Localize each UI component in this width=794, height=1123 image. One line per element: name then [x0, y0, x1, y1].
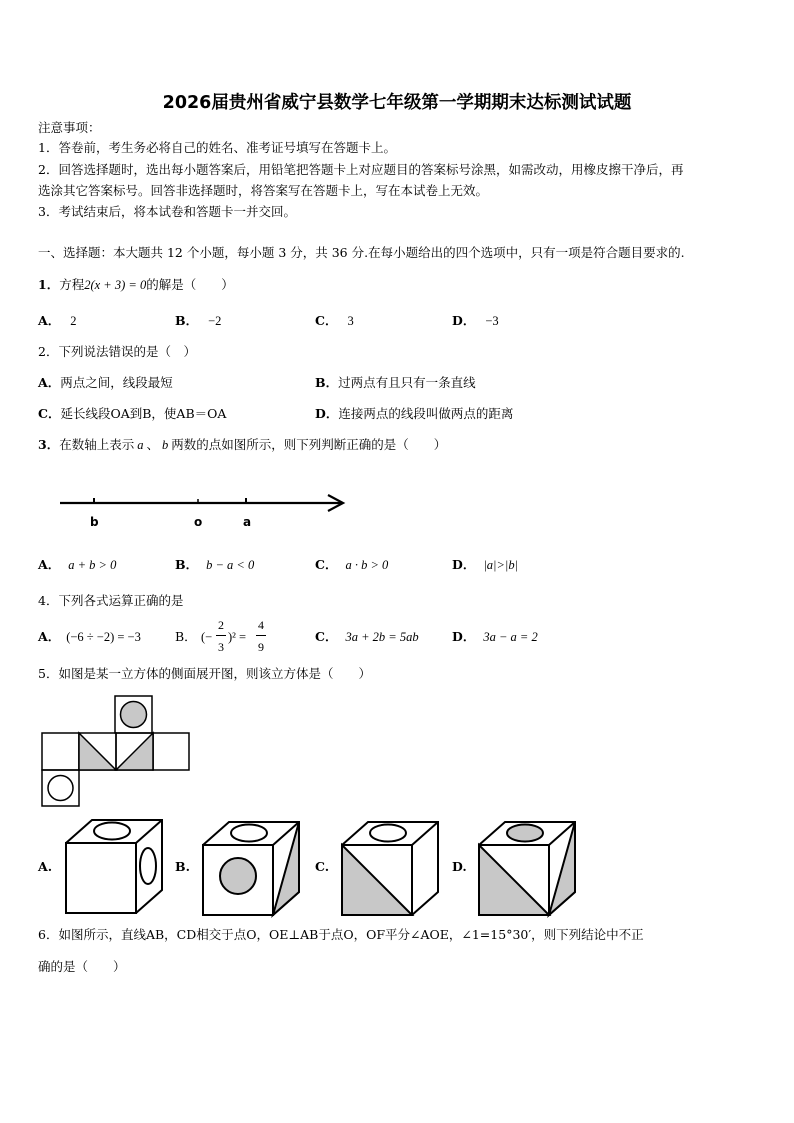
cube-d-side-triangle-icon: [549, 822, 575, 915]
q5-option-b-label: B.: [175, 859, 190, 874]
q5-option-d-label: D.: [452, 859, 467, 874]
cube-a: [66, 820, 162, 913]
q4-option-b-num: 2: [218, 618, 224, 632]
q3-option-b: B． b − a < 0: [175, 557, 255, 572]
cube-c: [342, 822, 438, 915]
axis-label-a: a: [243, 515, 252, 529]
q3-option-a: A． a + b > 0: [38, 557, 117, 572]
cube-c-front-triangle-icon: [342, 845, 412, 915]
notice-item-3: 3．考试结束后，将本试卷和答题卡一并交回。: [38, 204, 296, 219]
page-title: 2026届贵州省威宁县数学七年级第一学期期末达标测试试题: [162, 93, 632, 113]
q5-option-a-label: A.: [38, 859, 53, 874]
q3-option-d: D． |a|>|b|: [452, 557, 519, 572]
q4-option-b-num2: 4: [258, 618, 264, 632]
cube-a-top-circle-icon: [94, 823, 130, 840]
question-2: 2．下列说法错误的是（ ）: [38, 344, 196, 359]
q2-option-c: C．延长线段OA到B，使AB＝OA: [38, 406, 227, 421]
q4-option-c: C． 3a + 2b = 5ab: [315, 629, 419, 644]
net-shaded-triangle-1-icon: [79, 733, 116, 770]
net-shaded-triangle-2-icon: [116, 733, 153, 770]
net-face-1: [42, 733, 79, 770]
q4-option-b-label: B．: [175, 629, 197, 644]
cube-b-side-triangle-icon: [273, 822, 299, 915]
net-face-bottom: [42, 770, 79, 806]
question-3: 3．在数轴上表示 a 、 b 两数的点如图所示，则下列判断正确的是（ ）: [38, 437, 447, 452]
cube-d-top-circle-icon: [507, 825, 543, 842]
notice-item-2a: 2．回答选择题时，选出每小题答案后，用铅笔把答题卡上对应题目的答案标号涂黑，如需改动，用橡皮擦干净后，再: [38, 162, 684, 177]
q1-equation: 2(x + 3) = 0: [84, 278, 147, 292]
cube-d-front-triangle-icon: [479, 845, 549, 915]
net-empty-circle-icon: [48, 776, 73, 801]
q1-option-a: A． 2: [38, 313, 77, 328]
axis-label-b: b: [90, 515, 99, 529]
cube-b-top-circle-icon: [231, 825, 267, 842]
q3-option-c: C． a · b > 0: [315, 557, 389, 572]
q2-option-b: B．过两点有且只有一条直线: [315, 375, 476, 390]
q4-option-b-post: )² =: [228, 630, 247, 644]
net-face-4: [153, 733, 189, 770]
q4-option-b-fraction-bar: [216, 635, 226, 636]
cube-b-front-circle-icon: [220, 858, 256, 894]
q4-option-a: A． (−6 ÷ −2) = −3: [38, 629, 141, 644]
question-1: [38, 277, 234, 293]
cube-d: [479, 822, 575, 915]
question-6-line-1: 6．如图所示，直线AB，CD相交于点O，OE⊥AB于点O，OF平分∠AOE，∠1=15°30′，则下列结论中不正: [38, 927, 644, 942]
section-heading: 一、选择题：本大题共 12 个小题，每小题 3 分，共 36 分.在每小题给出的四个选项中，只有一项是符合题目要求的.: [38, 245, 685, 260]
cube-b: [203, 822, 299, 915]
q4-option-b-pre: (−: [201, 630, 213, 644]
notice-heading: 注意事项：: [38, 120, 101, 135]
number-line-arrow-icon: [328, 495, 343, 511]
notice-item-2b: 选涂其它答案标号。回答非选择题时，将答案写在答题卡上，写在本试卷上无效。: [38, 183, 489, 198]
net-face-2: [79, 733, 116, 770]
net-face-top: [115, 696, 152, 733]
question-5: 5．如图是某一立方体的侧面展开图，则该立方体是（ ）: [38, 666, 371, 681]
net-shaded-circle-icon: [121, 702, 147, 728]
notice-item-1: 1．答卷前，考生务必将自己的姓名、准考证号填写在答题卡上。: [38, 140, 396, 155]
q2-option-d: D．连接两点的线段叫做两点的距离: [315, 406, 514, 421]
q1-option-b: B． −2: [175, 313, 222, 328]
cube-c-top-circle-icon: [370, 825, 406, 842]
question-4: 4．下列各式运算正确的是: [38, 593, 184, 608]
q1-stem-post: 的解是（ ）: [146, 277, 234, 292]
q4-option-b-den2: 9: [258, 640, 264, 654]
question-6-line-2: 确的是（ ）: [38, 959, 126, 974]
q1-option-c: C． 3: [315, 313, 354, 328]
q1-stem-pre: 方程: [59, 277, 85, 292]
axis-label-o: o: [194, 515, 203, 529]
net-face-3: [116, 733, 153, 770]
q1-number: 1．: [38, 277, 60, 292]
cube-a-side-circle-icon: [140, 848, 156, 884]
q5-option-c-label: C.: [315, 859, 330, 874]
q2-option-a: A．两点之间，线段最短: [38, 375, 173, 390]
q4-option-b-fraction-bar-2: [256, 635, 266, 636]
q1-option-d: D． −3: [452, 313, 499, 328]
q4-option-b-den: 3: [218, 640, 224, 654]
q4-option-d: D． 3a − a = 2: [452, 629, 538, 644]
